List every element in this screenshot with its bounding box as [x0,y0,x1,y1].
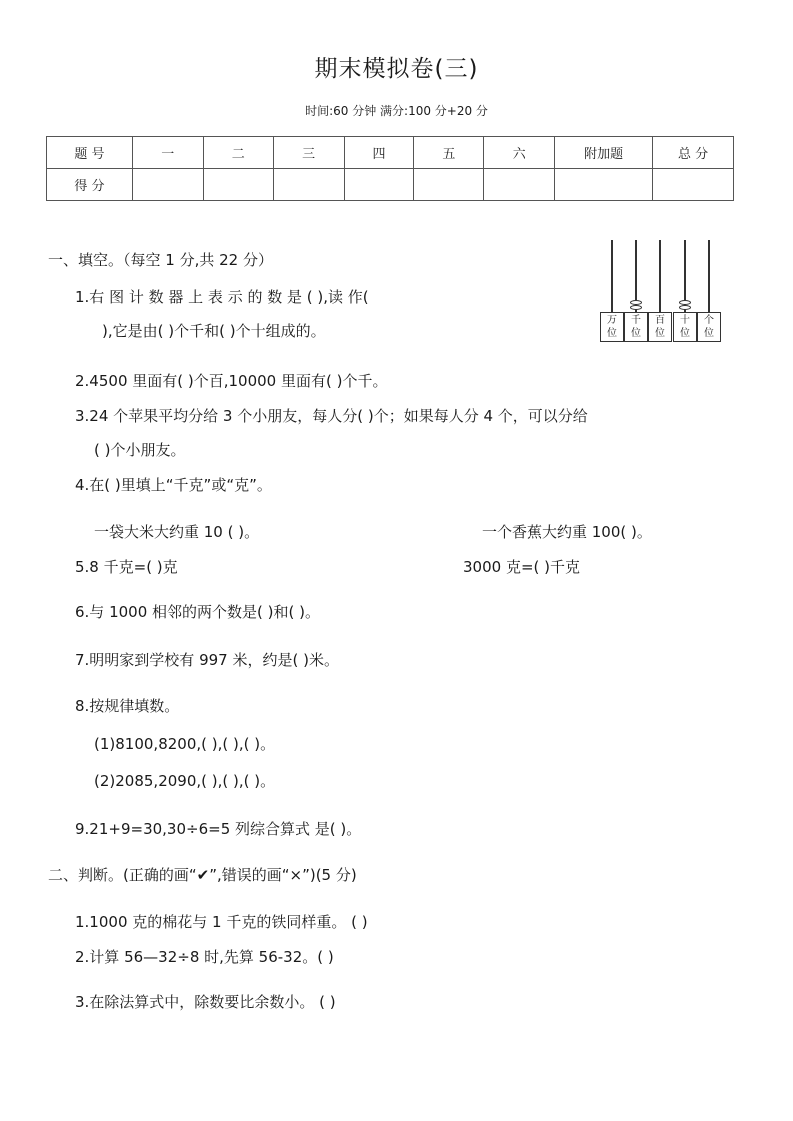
question-8-1: (1)8100,8200,( ),( ),( )。 [94,735,276,753]
abacus-figure [598,240,724,344]
header-cell: 一 [132,137,203,169]
question-9: 9.21+9=30,30÷6=5 列综合算式 是( )。 [75,820,362,838]
judge-question-3: 3.在除法算式中，除数要比余数小。 ( ) [75,993,336,1011]
question-5-a: 5.8 千克=( )克 [75,558,178,576]
exam-info: 时间:60 分钟 满分:100 分+20 分 [305,104,488,118]
abacus-rod [659,240,661,312]
score-cell[interactable] [414,169,484,201]
place-label-wan: 万 位 [600,312,624,342]
abacus-bead [630,305,642,310]
question-2: 2.4500 里面有( )个百,10000 里面有( )个千。 [75,372,388,390]
score-row-label: 得 分 [47,169,133,201]
header-cell: 四 [344,137,414,169]
question-5-b: 3000 克=( )千克 [463,558,580,576]
header-cell: 二 [203,137,273,169]
judge-question-1: 1.1000 克的棉花与 1 千克的铁同样重。 ( ) [75,913,368,931]
judge-question-2: 2.计算 56—32÷8 时,先算 56-32。( ) [75,948,334,966]
section1-heading: 一、填空。（每空 1 分,共 22 分） [48,251,273,269]
header-cell: 总 分 [653,137,734,169]
place-label-bai: 百 位 [648,312,672,342]
question-4-a: 一袋大米大约重 10 ( )。 [94,523,260,541]
score-cell[interactable] [555,169,653,201]
abacus-bead [679,305,691,310]
question-1-line2: ),它是由( )个千和( )个十组成的。 [102,322,326,340]
score-cell[interactable] [273,169,344,201]
page-title: 期末模拟卷(三) [314,56,479,82]
header-cell: 五 [414,137,484,169]
question-8: 8.按规律填数。 [75,697,180,715]
score-table-score-row [47,169,734,201]
score-table-header-row [47,137,734,169]
question-3-line1: 3.24 个苹果平均分给 3 个小朋友，每人分( )个；如果每人分 4 个，可以分给 [75,407,588,425]
score-cell[interactable] [653,169,734,201]
header-cell: 六 [484,137,555,169]
score-cell[interactable] [344,169,414,201]
header-cell: 题 号 [47,137,133,169]
place-label-qian: 千 位 [624,312,648,342]
header-cell: 附加题 [555,137,653,169]
question-4-b: 一个香蕉大约重 100( )。 [482,523,652,541]
question-8-2: (2)2085,2090,( ),( ),( )。 [94,772,276,790]
score-cell[interactable] [132,169,203,201]
header-cell: 三 [273,137,344,169]
score-cell[interactable] [203,169,273,201]
score-cell[interactable] [484,169,555,201]
section2-heading: 二、判断。(正确的画“✔”,错误的画“×”)(5 分) [48,866,357,884]
abacus-rod [708,240,710,312]
abacus-rod [611,240,613,312]
place-label-shi: 十 位 [673,312,697,342]
question-3-line2: ( )个小朋友。 [94,441,186,459]
question-4: 4.在( )里填上“千克”或“克”。 [75,476,272,494]
question-1-line1: 1.右 图 计 数 器 上 表 示 的 数 是 ( ),读 作( [75,288,369,306]
place-label-ge: 个 位 [697,312,721,342]
score-table [46,136,734,201]
question-7: 7.明明家到学校有 997 米，约是( )米。 [75,651,339,669]
question-6: 6.与 1000 相邻的两个数是( )和( )。 [75,603,320,621]
